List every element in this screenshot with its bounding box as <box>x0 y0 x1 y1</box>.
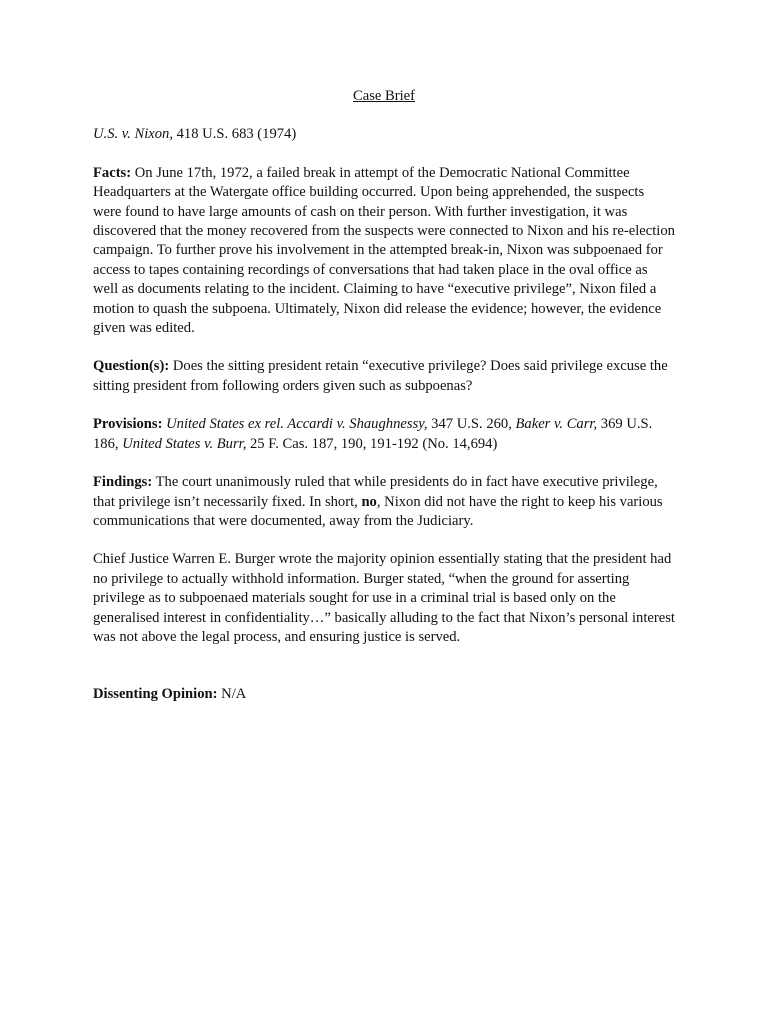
facts-label: Facts: <box>93 164 132 181</box>
provision-cite-accardi: 347 U.S. 260, <box>427 416 516 433</box>
dissent-text: N/A <box>217 686 247 703</box>
provision-case-baker: Baker v. Carr, <box>515 416 598 433</box>
provision-case-burr: United States v. Burr, <box>122 435 247 452</box>
findings-text-after: , Nixon did not have the right to keep his various communications that were documented, away from the Judiciary. <box>93 493 663 529</box>
questions-label: Question(s): <box>93 358 170 375</box>
majority-opinion-text: Chief Justice Warren E. Burger wrote the majority opinion essentially stating that the president had no privilege to actually withhold information. Burger stated, “when the ground for asserting privilege as to subpoenaed materials sought for use in a criminal trial is based only on the generalised interest in confidentiality…” basically alluding to the fact that Nixon’s personal interest was not above the legal process, and ensuring justice is served. <box>93 551 675 645</box>
facts-section <box>93 164 675 339</box>
case-name: U.S. v. Nixon, <box>93 126 173 143</box>
provision-cite-baker: 369 U.S. 186, <box>93 416 653 452</box>
provision-case-accardi: United States ex rel. Accardi v. Shaughnessy, <box>162 416 428 433</box>
provisions-section <box>93 415 675 454</box>
dissent-label: Dissenting Opinion: <box>93 686 218 703</box>
case-citation <box>93 125 675 144</box>
provision-cite-burr: 25 F. Cas. 187, 190, 191-192 (No. 14,694) <box>246 435 498 452</box>
findings-section <box>93 473 675 531</box>
findings-label: Findings: <box>93 474 153 491</box>
questions-section <box>93 357 675 396</box>
document-title: Case Brief <box>352 88 415 104</box>
document-body <box>93 87 675 724</box>
provisions-label: Provisions: <box>93 416 163 433</box>
case-reporter: 418 U.S. 683 (1974) <box>172 126 297 143</box>
dissent-section <box>93 685 675 704</box>
majority-opinion-section <box>93 550 675 647</box>
findings-emphasis: no <box>361 493 377 510</box>
findings-text-before: The court unanimously ruled that while presidents do in fact have executive privilege, that privilege isn’t necessarily fixed. In short, <box>93 474 658 510</box>
facts-text: On June 17th, 1972, a failed break in attempt of the Democratic National Committee Headquarters at the Watergate office building occurred. Upon being apprehended, the suspects were found to have large amounts of cash on their person. With further investigation, it was discovered that the money recovered from the suspects were connected to Nixon and his re-election campaign. To further prove his involvement in the attempted break-in, Nixon was subpoenaed for access to tapes containing recordings of conversations that had taken place in the oval office as well as documents relating to the incident. Claiming to have “executive privilege”, Nixon filed a motion to quash the subpoena. Ultimately, Nixon did release the evidence; however, the evidence given was edited. <box>93 164 675 337</box>
questions-text: Does the sitting president retain “executive privilege? Does said privilege excuse the sitting president from following orders given such as subpoenas? <box>93 358 668 394</box>
